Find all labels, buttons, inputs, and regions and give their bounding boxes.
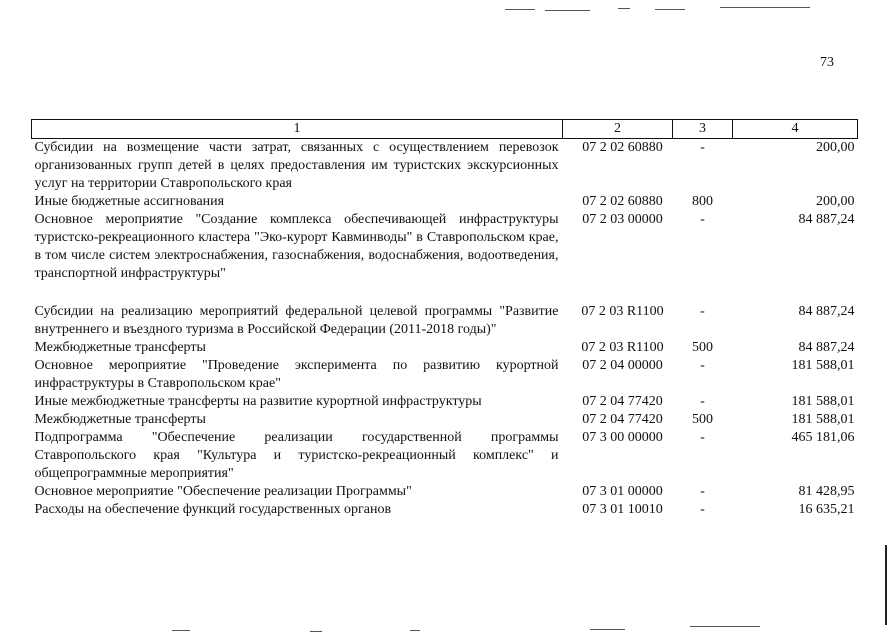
scan-edge	[885, 545, 887, 625]
row-amount: 181 588,01	[791, 412, 855, 427]
table-row	[32, 139, 858, 194]
row-amount: 200,00	[816, 140, 855, 155]
row-amount: 181 588,01	[791, 394, 855, 409]
row-code: 07 2 03 R1100	[581, 340, 664, 355]
budget-table	[31, 119, 858, 519]
row-type: -	[700, 484, 705, 499]
row-name: Иные бюджетные ассигнования	[34, 194, 225, 209]
row-code: 07 3 00 00000	[582, 430, 663, 445]
row-code: 07 2 04 77420	[582, 412, 663, 427]
row-amount: 84 887,24	[798, 212, 855, 227]
row-type: -	[700, 304, 705, 319]
table-row	[32, 339, 858, 357]
scan-mark	[505, 9, 535, 10]
scan-mark	[690, 626, 760, 627]
row-type: 500	[692, 412, 713, 427]
row-code: 07 2 03 R1100	[581, 304, 664, 319]
table-row	[32, 429, 858, 483]
spacer-row	[32, 283, 858, 303]
header-col-1: 1	[32, 120, 563, 139]
scan-mark	[310, 631, 322, 632]
row-name: Основное мероприятие "Обеспечение реализации Программы"	[34, 484, 412, 499]
row-name: Расходы на обеспечение функций государственных органов	[34, 502, 392, 517]
row-amount: 84 887,24	[798, 304, 855, 319]
page-number: 73	[820, 55, 834, 70]
table-row	[32, 303, 858, 339]
row-code: 07 3 01 00000	[582, 484, 663, 499]
table-row	[32, 501, 858, 519]
row-type: -	[700, 140, 705, 155]
row-type: -	[700, 358, 705, 373]
row-type: -	[700, 430, 705, 445]
scan-mark	[720, 7, 810, 8]
row-code: 07 2 02 60880	[582, 140, 663, 155]
row-code: 07 2 04 77420	[582, 394, 663, 409]
row-code: 07 2 04 00000	[582, 358, 663, 373]
spacer-cell	[32, 283, 858, 303]
table-row	[32, 357, 858, 393]
scan-mark	[172, 630, 190, 631]
row-type: 800	[692, 194, 713, 209]
table-row	[32, 211, 858, 283]
row-name: Иные межбюджетные трансферты на развитие курортной инфраструктуры	[34, 394, 482, 409]
row-type: 500	[692, 340, 713, 355]
scan-mark	[655, 9, 685, 10]
row-amount: 81 428,95	[798, 484, 855, 499]
row-name: Субсидии на реализацию мероприятий федеральной целевой программы "Развитие внутреннего и въездного туризма в Российской Федерации (2011-2018 годы)"	[34, 304, 559, 337]
row-name: Субсидии на возмещение части затрат, связанных с осуществлением перевозок организованных групп детей в целях предоставления им туристских экскурсионных услуг на территории Ставропольского края	[34, 140, 559, 191]
row-type: -	[700, 502, 705, 517]
row-code: 07 2 03 00000	[582, 212, 663, 227]
scan-mark	[618, 8, 630, 9]
row-name: Основное мероприятие "Проведение эксперимента по развитию курортной инфраструктуры в Ставропольском крае"	[34, 358, 559, 391]
table-row	[32, 411, 858, 429]
table-row	[32, 393, 858, 411]
row-code: 07 2 02 60880	[582, 194, 663, 209]
row-name: Межбюджетные трансферты	[34, 340, 206, 355]
row-amount: 181 588,01	[791, 358, 855, 373]
header-col-4: 4	[733, 120, 858, 139]
row-name: Подпрограмма "Обеспечение реализации государственной программы Ставропольского края "Культура и туристско-рекреационный комплекс" и общепрограммные мероприятия"	[34, 430, 559, 481]
table-row	[32, 193, 858, 211]
row-code: 07 3 01 10010	[582, 502, 663, 517]
scan-mark	[410, 630, 420, 631]
header-col-2: 2	[563, 120, 673, 139]
row-amount: 465 181,06	[791, 430, 855, 445]
row-type: -	[700, 394, 705, 409]
header-col-3: 3	[673, 120, 733, 139]
row-amount: 200,00	[816, 194, 855, 209]
row-type: -	[700, 212, 705, 227]
scan-mark	[545, 10, 590, 11]
row-amount: 16 635,21	[798, 502, 855, 517]
table-row	[32, 483, 858, 501]
row-name: Основное мероприятие "Создание комплекса обеспечивающей инфраструктуры туристско-рекреационного кластера "Эко-курорт Кавминводы" в Ставропольском крае, в том числе систем электроснабжения, газоснабжения, водоснабжения, водоотведения, транспортной инфраструктуры"	[34, 212, 559, 281]
scan-mark	[590, 629, 625, 630]
table-header-row	[32, 120, 858, 139]
row-amount: 84 887,24	[798, 340, 855, 355]
row-name: Межбюджетные трансферты	[34, 412, 206, 427]
